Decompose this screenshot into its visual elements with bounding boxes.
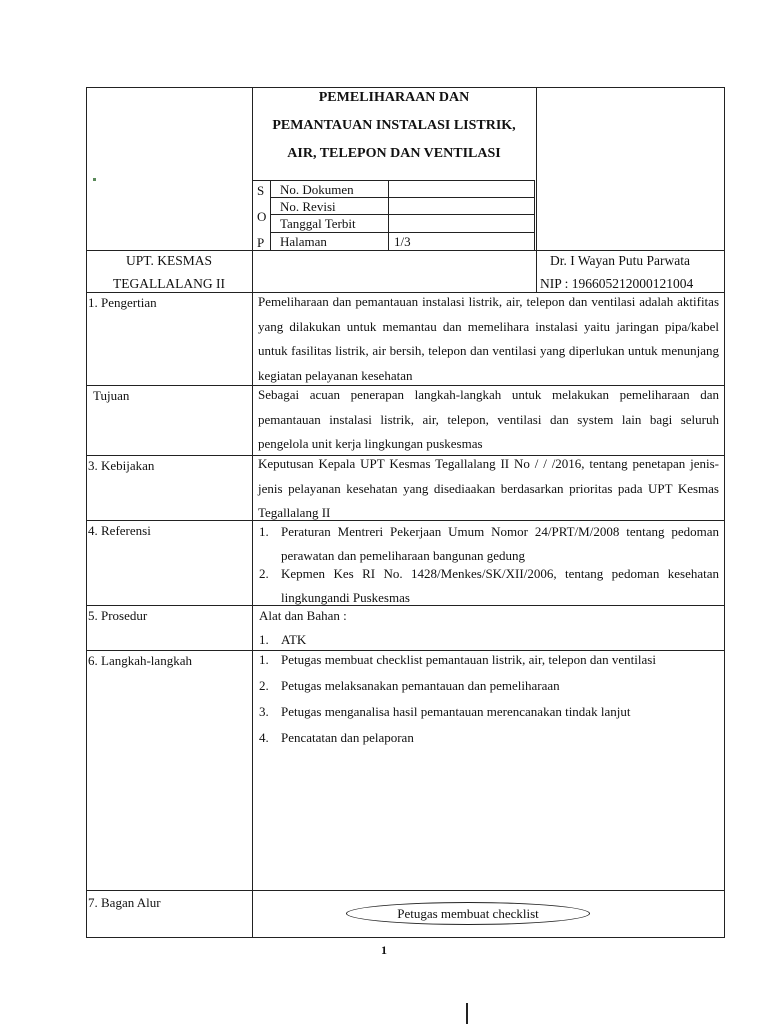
list-item-text: Kepmen Kes RI No. 1428/Menkes/SK/XII/2006, tentang pedoman kesehatan lingkungandi Puskesmas [281, 566, 719, 605]
list-item [254, 562, 719, 610]
sop-letter-p: P [257, 235, 265, 250]
langkah-list [254, 648, 719, 750]
list-item-number: 1. [259, 652, 269, 667]
list-item-text: ATK [281, 632, 307, 647]
section-label-bagan: 7. Bagan Alur [88, 895, 161, 910]
list-item-number: 3. [259, 704, 269, 719]
org-name-line-2: TEGALLALANG II [112, 276, 226, 291]
section-text-pengertian: Pemeliharaan dan pemantauan instalasi listrik, air, telepon dan ventilasi adalah aktifitas yang dilakukan untuk memantau dan memelihara instalasi yaitu jaringan pipa/kabel untuk fasilitas listrik, air bersih, telepon dan ventilasi yang diperlukan untuk menunjang kegiatan pelayanan kesehatan [258, 294, 719, 383]
list-item-number: 1. [259, 632, 269, 647]
list-item [254, 700, 719, 724]
list-item-number: 1. [259, 524, 269, 539]
list-item [254, 648, 719, 672]
list-item-text: Pencatatan dan pelaporan [281, 730, 414, 745]
list-item-number: 2. [259, 678, 269, 693]
logo-placeholder [93, 178, 96, 181]
section-label-tujuan: Tujuan [93, 388, 130, 403]
field-label-no-revisi: No. Revisi [280, 199, 336, 214]
document-title [252, 84, 536, 168]
list-item-text: Petugas melaksanakan pemantauan dan pemeliharaan [281, 678, 560, 693]
signatory-nip: NIP : 196605212000121004 [540, 276, 694, 291]
field-label-halaman: Halaman [280, 234, 327, 249]
list-item [254, 726, 719, 750]
list-item [254, 674, 719, 698]
list-item-number: 4. [259, 730, 269, 745]
flow-box-start: Petugas membuat checklist [346, 902, 590, 925]
list-item-text: Petugas menganalisa hasil pemantauan merencanakan tindak lanjut [281, 704, 631, 719]
list-item-text: Peraturan Mentreri Pekerjaan Umum Nomor 24/PRT/M/2008 tentang pedoman perawatan dan pemeliharaan bangunan gedung [281, 524, 719, 563]
section-label-prosedur: 5. Prosedur [88, 608, 148, 623]
section-text-kebijakan: Keputusan Kepala UPT Kesmas Tegallalang II No / / /2016, tentang penetapan jenis-jenis pelayanan kesehatan yang disediaakan berdasarkan prioritas pada UPT Kesmas Tegallalang II [258, 456, 719, 520]
section-label-kebijakan: 3. Kebijakan [88, 458, 155, 473]
list-item [254, 520, 719, 568]
field-value-halaman: 1/3 [394, 234, 411, 249]
signatory-name: Dr. I Wayan Putu Parwata [550, 253, 691, 268]
section-label-pengertian: 1. Pengertian [88, 295, 157, 310]
field-label-no-dokumen: No. Dokumen [280, 182, 354, 197]
prosedur-heading: Alat dan Bahan : [259, 608, 347, 623]
section-text-tujuan: Sebagai acuan penerapan langkah-langkah untuk melakukan pemeliharaan dan pemantauan instalasi listrik, air, telepon, ventilasi dan system lain bagi seluruh pengelola unit kerja lingkungan puskesmas [258, 387, 719, 451]
org-name-line-1: UPT. KESMAS [125, 253, 213, 268]
sop-letter-o: O [257, 209, 267, 224]
title-line-1: PEMELIHARAAN DAN [318, 90, 470, 105]
referensi-list [254, 520, 719, 610]
field-label-tanggal-terbit: Tanggal Terbit [280, 216, 356, 231]
title-line-3: AIR, TELEPON DAN VENTILASI [287, 146, 501, 161]
page-number: 1 [381, 943, 387, 957]
title-line-2: PEMANTAUAN INSTALASI LISTRIK, [272, 118, 516, 133]
section-label-langkah: 6. Langkah-langkah [88, 653, 192, 668]
list-item-number: 2. [259, 566, 269, 581]
section-label-referensi: 4. Referensi [88, 523, 151, 538]
cursor-mark [466, 1003, 468, 1024]
sop-letter-s: S [257, 183, 265, 198]
list-item-text: Petugas membuat checklist pemantauan listrik, air, telepon dan ventilasi [281, 652, 656, 667]
